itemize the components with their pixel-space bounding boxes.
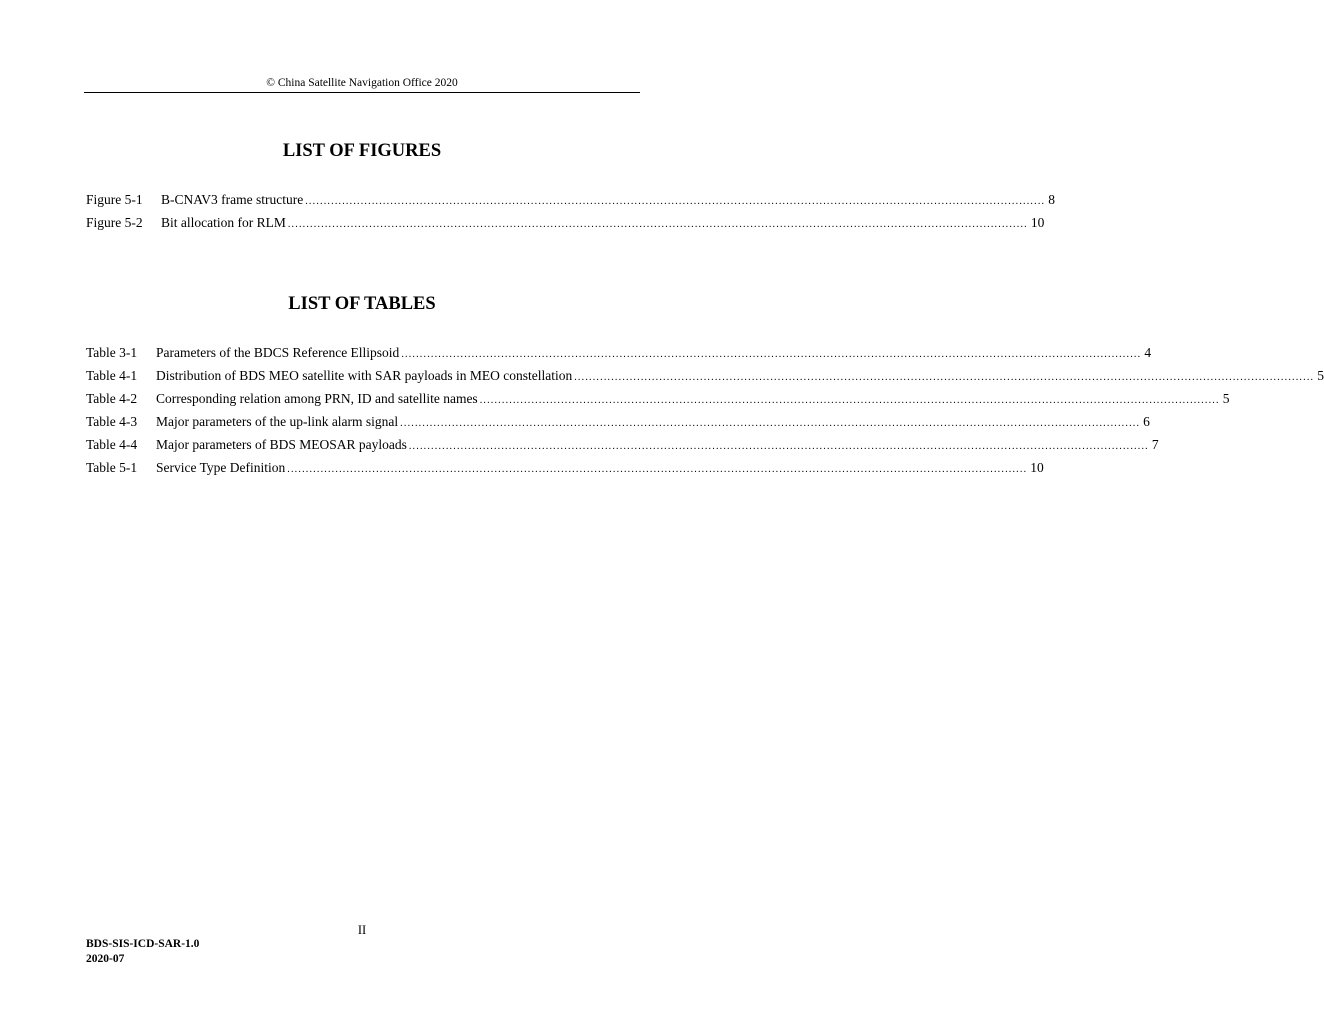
- toc-entry[interactable]: [86, 345, 1152, 368]
- figures-list: [86, 192, 1055, 238]
- dot-leader: ........................................................................................................................................................................................................: [287, 464, 1028, 475]
- dot-leader: ........................................................................................................................................................................................................: [408, 441, 1149, 452]
- dot-leader: ........................................................................................................................................................................................................: [574, 372, 1315, 383]
- toc-entry-title: Service Type Definition: [156, 460, 286, 475]
- page-number: II: [357, 923, 367, 937]
- header-rule: [84, 92, 640, 93]
- dot-leader: ........................................................................................................................................................................................................: [479, 395, 1220, 406]
- toc-entry-number: Table 4-2: [86, 391, 138, 406]
- toc-entry-page: 6: [1143, 414, 1150, 429]
- toc-entry-page: 5: [1222, 391, 1230, 406]
- list-of-tables-title: LIST OF TABLES: [288, 294, 436, 314]
- toc-entry-title: Distribution of BDS MEO satellite with SAR payloads in MEO constellation: [156, 368, 573, 383]
- toc-entry-number: Table 4-1: [86, 368, 138, 383]
- toc-entry-page: 7: [1151, 437, 1159, 452]
- toc-entry-number: Figure 5-2: [86, 215, 143, 230]
- toc-entry-number: Table 3-1: [86, 345, 138, 360]
- toc-entry-number: Table 4-3: [86, 414, 138, 429]
- toc-entry-title: B-CNAV3 frame structure: [161, 192, 304, 207]
- toc-entry-title: Major parameters of BDS MEOSAR payloads: [156, 437, 407, 452]
- toc-entry-page: 8: [1048, 192, 1055, 207]
- page-header-copyright: © China Satellite Navigation Office 2020: [266, 77, 458, 89]
- dot-leader: ........................................................................................................................................................................................................: [287, 219, 1028, 230]
- dot-leader: ........................................................................................................................................................................................................: [305, 196, 1046, 207]
- footer-date: 2020-07: [86, 953, 125, 965]
- toc-entry[interactable]: [86, 460, 1044, 483]
- footer-document-id: BDS-SIS-ICD-SAR-1.0: [86, 938, 200, 950]
- toc-entry[interactable]: [86, 215, 1045, 238]
- toc-entry-number: Table 4-4: [86, 437, 138, 452]
- toc-entry-title: Bit allocation for RLM: [161, 215, 286, 230]
- toc-entry[interactable]: [86, 414, 1150, 437]
- toc-entry-page: 5: [1317, 368, 1324, 383]
- toc-entry-number: Figure 5-1: [86, 192, 143, 207]
- toc-entry[interactable]: [86, 391, 1230, 414]
- tables-list: [86, 345, 1324, 483]
- list-of-figures-title: LIST OF FIGURES: [282, 141, 442, 161]
- toc-entry-page: 4: [1144, 345, 1152, 360]
- toc-entry-page: 10: [1030, 460, 1044, 475]
- dot-leader: ........................................................................................................................................................................................................: [401, 349, 1142, 360]
- toc-entry-title: Corresponding relation among PRN, ID and satellite names: [156, 391, 478, 406]
- toc-entry-page: 10: [1030, 215, 1045, 230]
- dot-leader: ........................................................................................................................................................................................................: [400, 418, 1141, 429]
- toc-entry-number: Table 5-1: [86, 460, 138, 475]
- toc-entry[interactable]: [86, 437, 1159, 460]
- toc-entry-title: Parameters of the BDCS Reference Ellipsoid: [156, 345, 400, 360]
- toc-entry[interactable]: [86, 368, 1324, 391]
- toc-entry-title: Major parameters of the up-link alarm signal: [156, 414, 399, 429]
- toc-entry[interactable]: [86, 192, 1055, 215]
